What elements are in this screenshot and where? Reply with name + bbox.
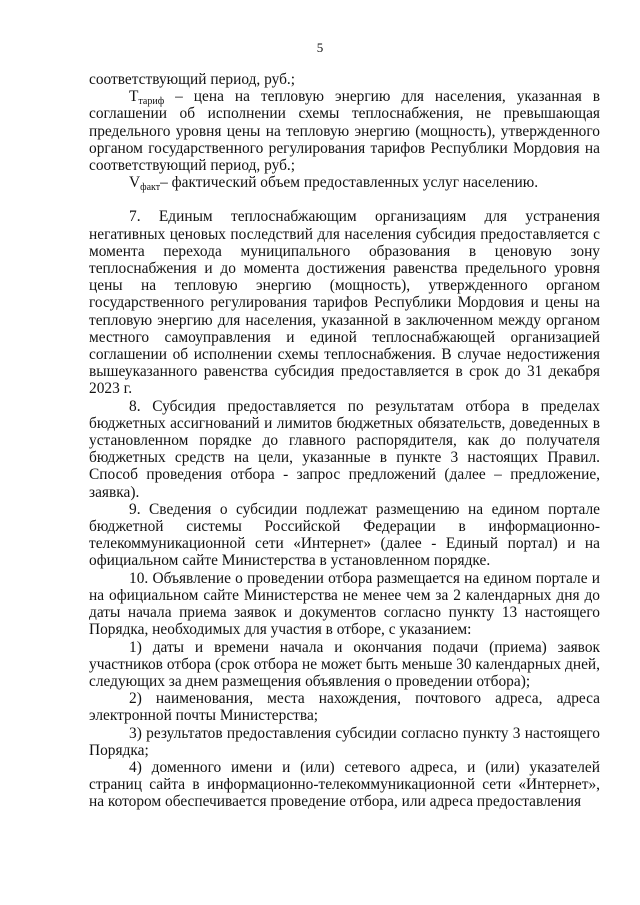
- paragraph-volume-definition: [89, 174, 600, 194]
- paragraph-10: 10. Объявление о проведении отбора размещается на едином портале и на официальном сайте Министерства не менее чем за 2 календарных дня до даты начала приема заявок и документов согласно пункту 13 настоящего Порядка, необходимых для участия в отборе, с указанием:: [89, 569, 600, 639]
- page-number: 5: [316, 40, 324, 55]
- volume-symbol: V: [129, 174, 141, 192]
- volume-definition-text: – фактический объем предоставленных услуг населению.: [160, 174, 539, 192]
- paragraph-8: 8. Субсидия предоставляется по результатам отбора в пределах бюджетных ассигнований и лимитов бюджетных обязательств, доведенных в установленном порядке до главного распорядителя, как до получателя бюджетных средств на цели, указанные в пункте 3 настоящих Правил. Способ проведения отбора - запрос предложений (далее – предложение, заявка).: [89, 397, 600, 501]
- list-item-3: 3) результатов предоставления субсидии согласно пункту 3 настоящего Порядка;: [89, 724, 600, 759]
- list-item-2: 2) наименования, места нахождения, почтового адреса, адреса электронной почты Министерства;: [89, 690, 600, 725]
- tariff-symbol: Т: [129, 88, 139, 106]
- document-body: [89, 71, 600, 811]
- volume-subscript: факт: [140, 182, 161, 194]
- paragraph-period-continuation: соответствующий период, руб.;: [89, 71, 296, 88]
- tariff-definition-text: – цена на тепловую энергию для населения, указанная в соглашении об исполнении схемы теплоснабжения, не превышающая предельного уровня цены на тепловую энергию (мощность), утвержденного органом государственного регулирования тарифов Республики Мордовия на соответствующий период, руб.;: [89, 88, 600, 175]
- tariff-subscript: тариф: [138, 96, 165, 108]
- paragraph-9: 9. Сведения о субсидии подлежат размещению на едином портале бюджетной системы Российской Федерации в информационно-телекоммуникационной сети «Интернет» (далее - Единый портал) и на официальном сайте Министерства в установленном порядке.: [89, 500, 600, 570]
- list-item-4: 4) доменного имени и (или) сетевого адреса, и (или) указателей страниц сайта в информационно-телекоммуникационной сети «Интернет», на котором обеспечивается проведение отбора, или адреса предоставления: [89, 758, 600, 811]
- paragraph-tariff-definition: [89, 88, 600, 174]
- list-item-1: 1) даты и времени начала и окончания подачи (приема) заявок участников отбора (срок отбора не может быть меньше 30 календарных дней, следующих за днем размещения объявления о проведении отбора);: [89, 638, 600, 690]
- paragraph-7: 7. Единым теплоснабжающим организациям для устранения негативных ценовых последствий для населения субсидия предоставляется с момента перехода муниципального образования в ценовую зону теплоснабжения и до момента достижения равенства предельного уровня цены на тепловую энергию (мощность), утвержденного органом государственного регулирования тарифов Республики Мордовия и цены на тепловую энергию для населения, указанной в заключенном между органом местного самоуправления и единой теплоснабжающей организацией соглашении об исполнении схемы теплоснабжения. В случае недостижения вышеуказанного равенства субсидия предоставляется в срок до 31 декабря 2023 г.: [89, 208, 600, 398]
